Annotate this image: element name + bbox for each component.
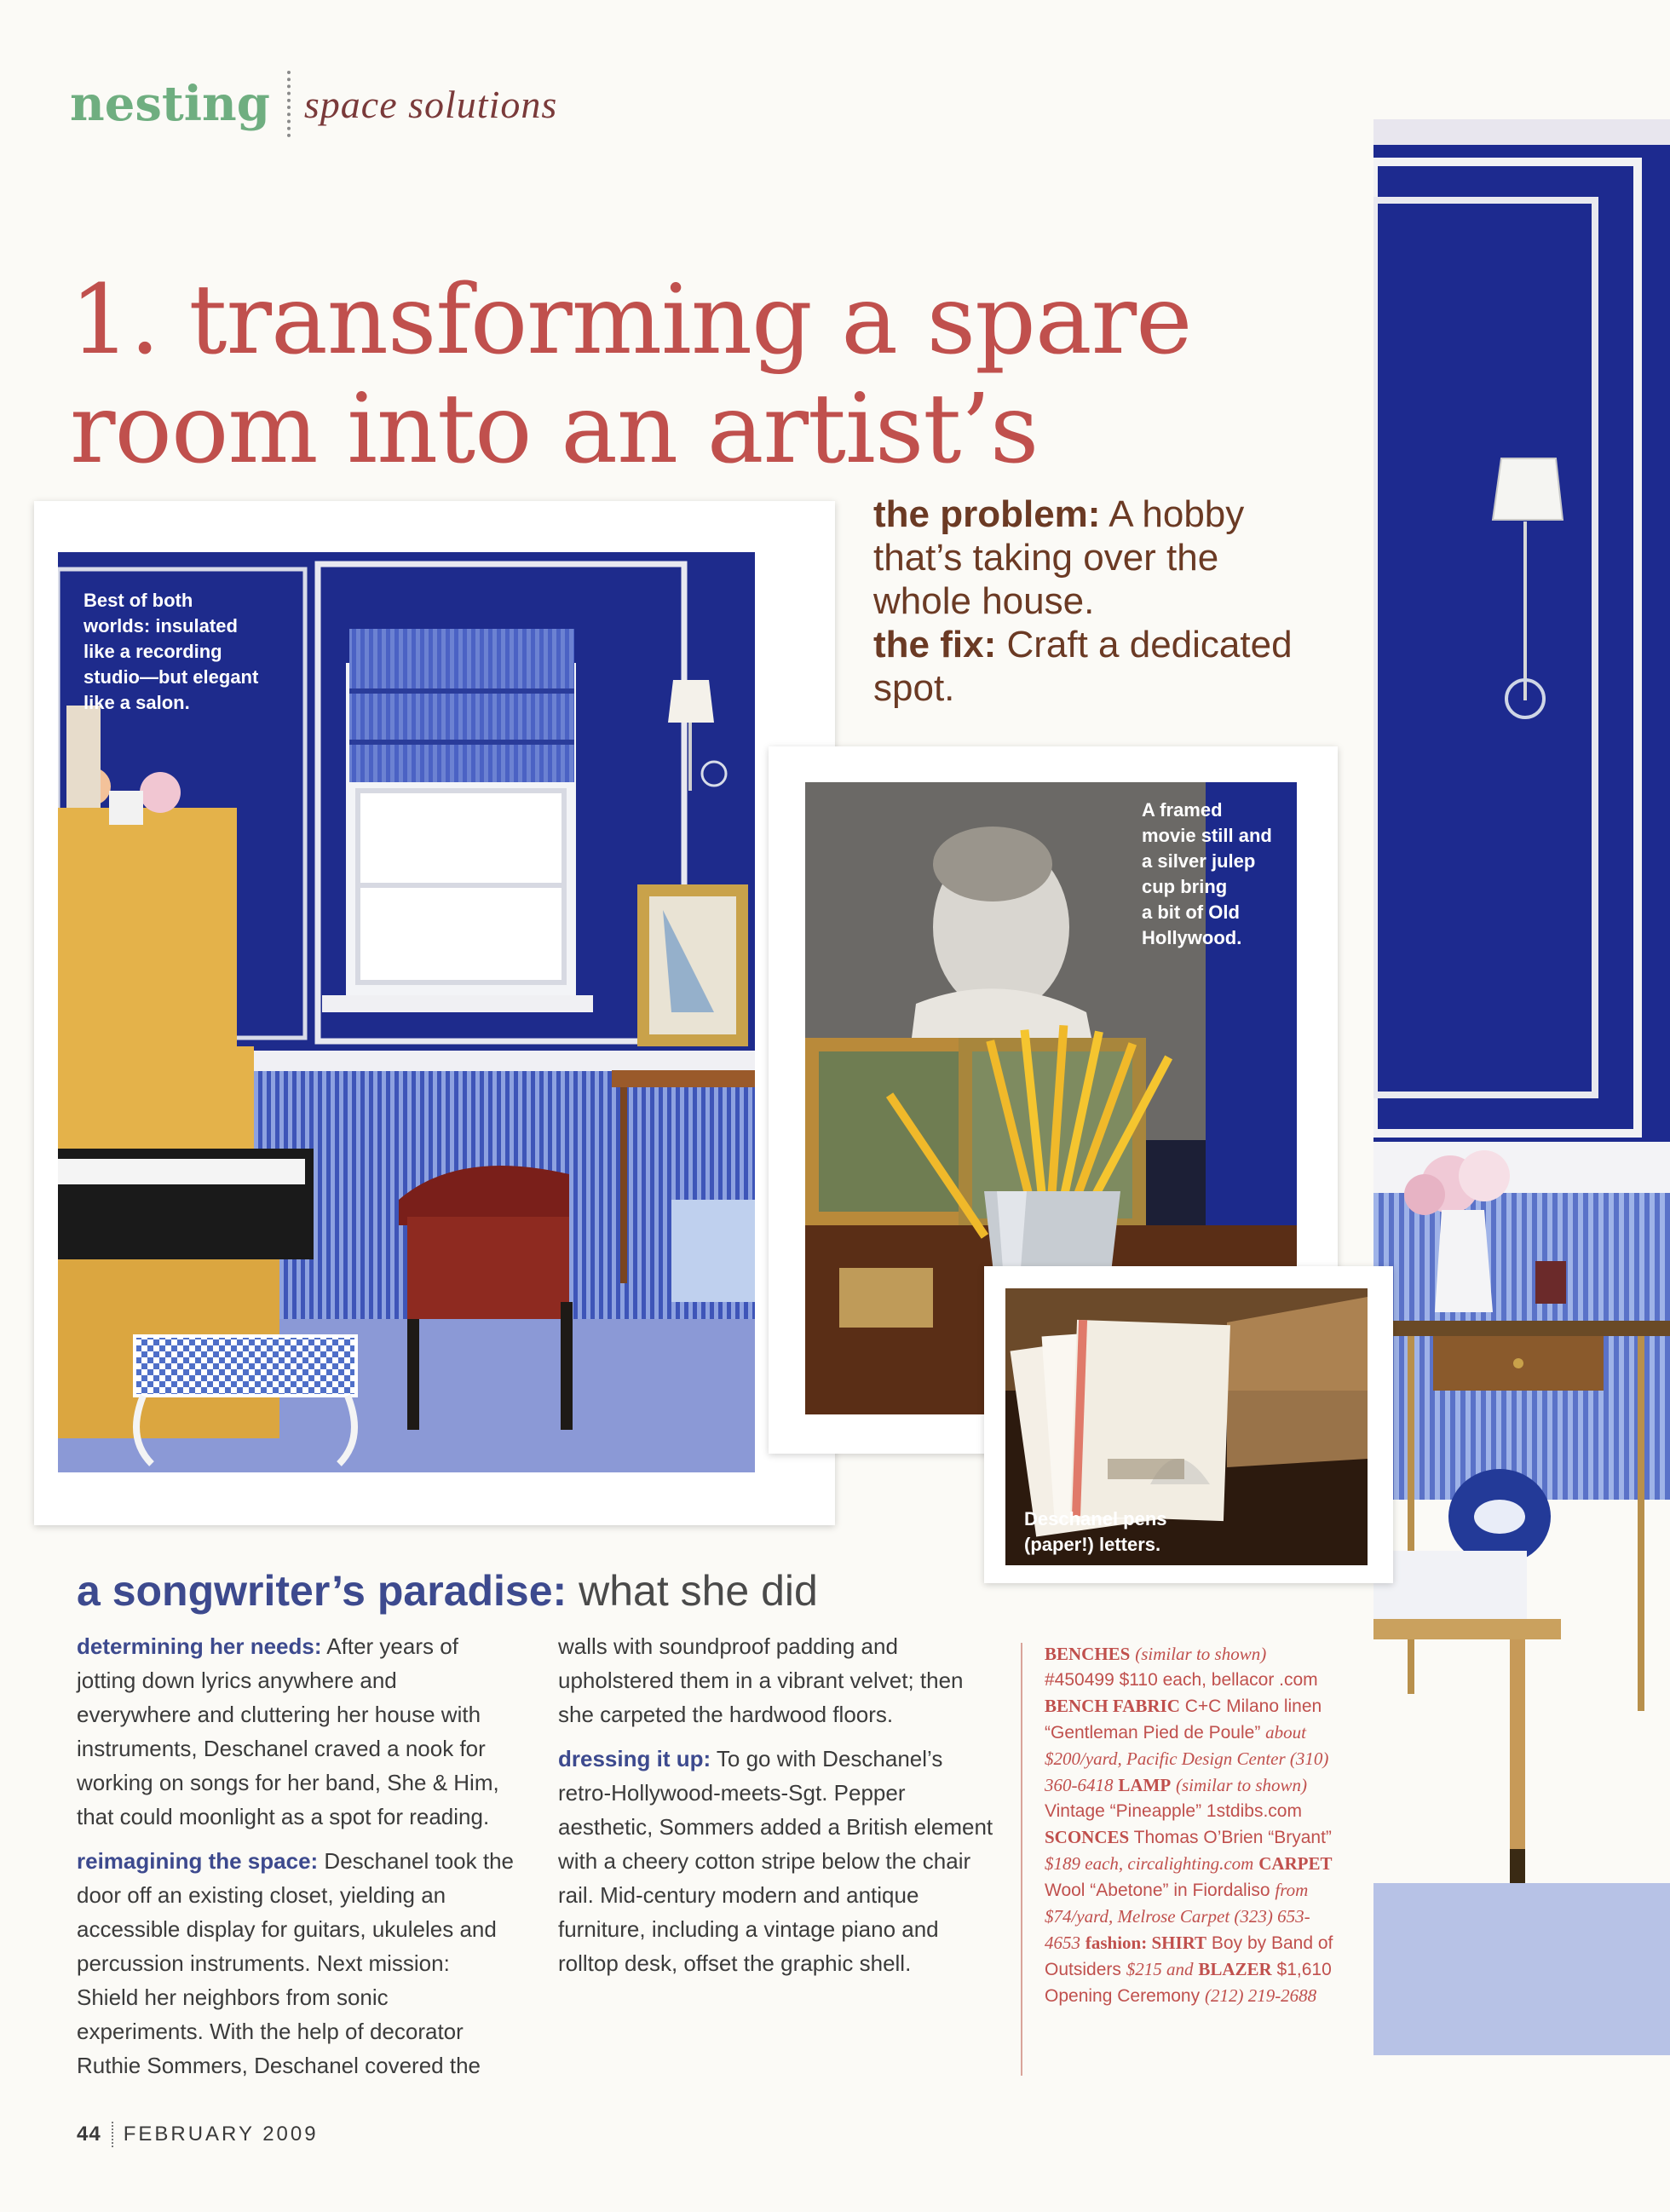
headline-line-2: room into an artist’s	[70, 374, 1039, 485]
shopping-credits	[1045, 1641, 1339, 2009]
subsection-name: space solutions	[303, 82, 558, 126]
credit-bench-fabric-text: C+C Milano linen “Gentleman Pied de Poule”	[1045, 1696, 1322, 1743]
credit-sconces-label: SCONCES	[1045, 1827, 1130, 1847]
caption-main-line-5: like a salon.	[84, 692, 190, 713]
credit-shirt-price: $215 and	[1126, 1959, 1194, 1979]
photo-room-right-image	[1373, 119, 1670, 2055]
credit-carpet-text: Wool “Abetone” in Fiordaliso	[1045, 1881, 1270, 1900]
caption-still-line-5: a bit of Old	[1142, 902, 1240, 923]
caption-still-line-1: A framed	[1142, 799, 1223, 821]
credit-carpet-price: from $74/yard, Melrose Carpet (323) 653-4653	[1045, 1880, 1310, 1953]
caption-still-line-6: Hollywood.	[1142, 927, 1242, 948]
header-divider	[287, 71, 291, 137]
problem-fix-block	[873, 493, 1316, 710]
credit-bench-fabric-label: BENCH FABRIC	[1045, 1696, 1180, 1716]
caption-main-line-3: like a recording	[84, 641, 222, 662]
credit-lamp-text: Vintage “Pineapple” 1stdibs.com	[1045, 1801, 1302, 1821]
caption-still-line-3: a silver julep	[1142, 850, 1256, 872]
needs-label: determining her needs:	[77, 1633, 322, 1659]
credit-sconces-price: $189 each, circalighting.com	[1045, 1853, 1254, 1874]
needs-text: After years of jotting down lyrics anywhere and everywhere and cluttering her house with instruments, Deschanel craved a nook for working on songs for her band, She & Him, that could moonlight as a spot for reading.	[77, 1633, 499, 1829]
credit-blazer-label: BLAZER	[1198, 1959, 1272, 1979]
caption-letters-line-2: (paper!) letters.	[1024, 1534, 1161, 1555]
page-number: 44	[77, 2123, 101, 2146]
headline-line-1: 1. transforming a spare	[70, 265, 1192, 376]
credit-sconces-text: Thomas O’Brien “Bryant”	[1133, 1828, 1332, 1847]
fix-label: the fix:	[873, 624, 997, 665]
caption-letters-line-1: Deschanel pens	[1024, 1508, 1167, 1529]
credit-blazer-phone: (212) 219-2688	[1204, 1985, 1317, 2006]
caption-still-line-4: cup bring	[1142, 876, 1228, 897]
section-header	[70, 70, 557, 138]
credit-benches-label: BENCHES	[1045, 1644, 1131, 1664]
space-label: reimagining the space:	[77, 1848, 319, 1874]
page-folio	[77, 2122, 319, 2147]
section-subhead	[77, 1566, 818, 1616]
credit-benches-text: #450499 $110 each, bellacor .com	[1045, 1670, 1318, 1690]
credit-blazer-price: $1,610	[1276, 1960, 1332, 1979]
subhead-lead: a songwriter’s paradise:	[77, 1567, 567, 1615]
credit-blazer-text: Opening Ceremony	[1045, 1986, 1201, 2006]
credit-carpet-label: CARPET	[1258, 1853, 1333, 1874]
caption-main-line-1: Best of both	[84, 590, 193, 611]
caption-main	[84, 588, 339, 716]
credit-lamp-note: (similar to shown)	[1176, 1775, 1308, 1795]
dressing-text: To go with Deschanel’s retro-Hollywood-meets-Sgt. Pepper aesthetic, Sommers added a British element with a cheery cotton stripe below the chair rail. Mid-century modern and antique furniture, including a vintage piano and rolltop desk, offset the graphic shell.	[558, 1746, 993, 1976]
caption-letters	[1024, 1506, 1237, 1558]
fix-text: Craft a dedicated spot.	[873, 624, 1293, 709]
issue-date: FEBRUARY 2009	[123, 2123, 319, 2146]
photo-room-right	[1373, 119, 1670, 2055]
caption-still-line-2: movie still and	[1142, 825, 1272, 846]
credit-lamp-label: LAMP	[1118, 1775, 1172, 1795]
folio-divider	[112, 2122, 113, 2147]
paragraph-needs	[77, 1629, 515, 1834]
credit-fashion-label: fashion: SHIRT	[1085, 1933, 1207, 1953]
credits-rule	[1021, 1643, 1022, 2076]
caption-still	[1142, 798, 1312, 951]
credit-benches-note: (similar to shown)	[1135, 1644, 1267, 1664]
caption-main-line-2: worlds: insulated	[84, 615, 238, 637]
problem-label: the problem:	[873, 493, 1101, 535]
subhead-rest: what she did	[579, 1567, 818, 1615]
credit-shirt-text: Boy by Band of Outsiders	[1045, 1933, 1333, 1979]
problem-text: A hobby that’s taking over the whole house.	[873, 493, 1245, 622]
dressing-label: dressing it up:	[558, 1746, 711, 1771]
body-text	[77, 1629, 997, 2089]
section-name: nesting	[70, 76, 270, 132]
paragraph-dressing	[558, 1742, 997, 1980]
credit-bench-fabric-price: about $200/yard, Pacific Design Center (310) 360-6418	[1045, 1722, 1329, 1795]
space-text: Deschanel took the door off an existing closet, yielding an accessible display for guitars, ukuleles and percussion instruments. Next mission: Shield her neighbors from sonic experiments. With the help of decorator Ruthie Sommers, Deschanel covered the walls with soundproof padding and upholstered them in a vibrant velvet; then she carpeted the hardwood floors.	[77, 1633, 964, 2078]
caption-main-line-4: studio—but elegant	[84, 666, 259, 688]
